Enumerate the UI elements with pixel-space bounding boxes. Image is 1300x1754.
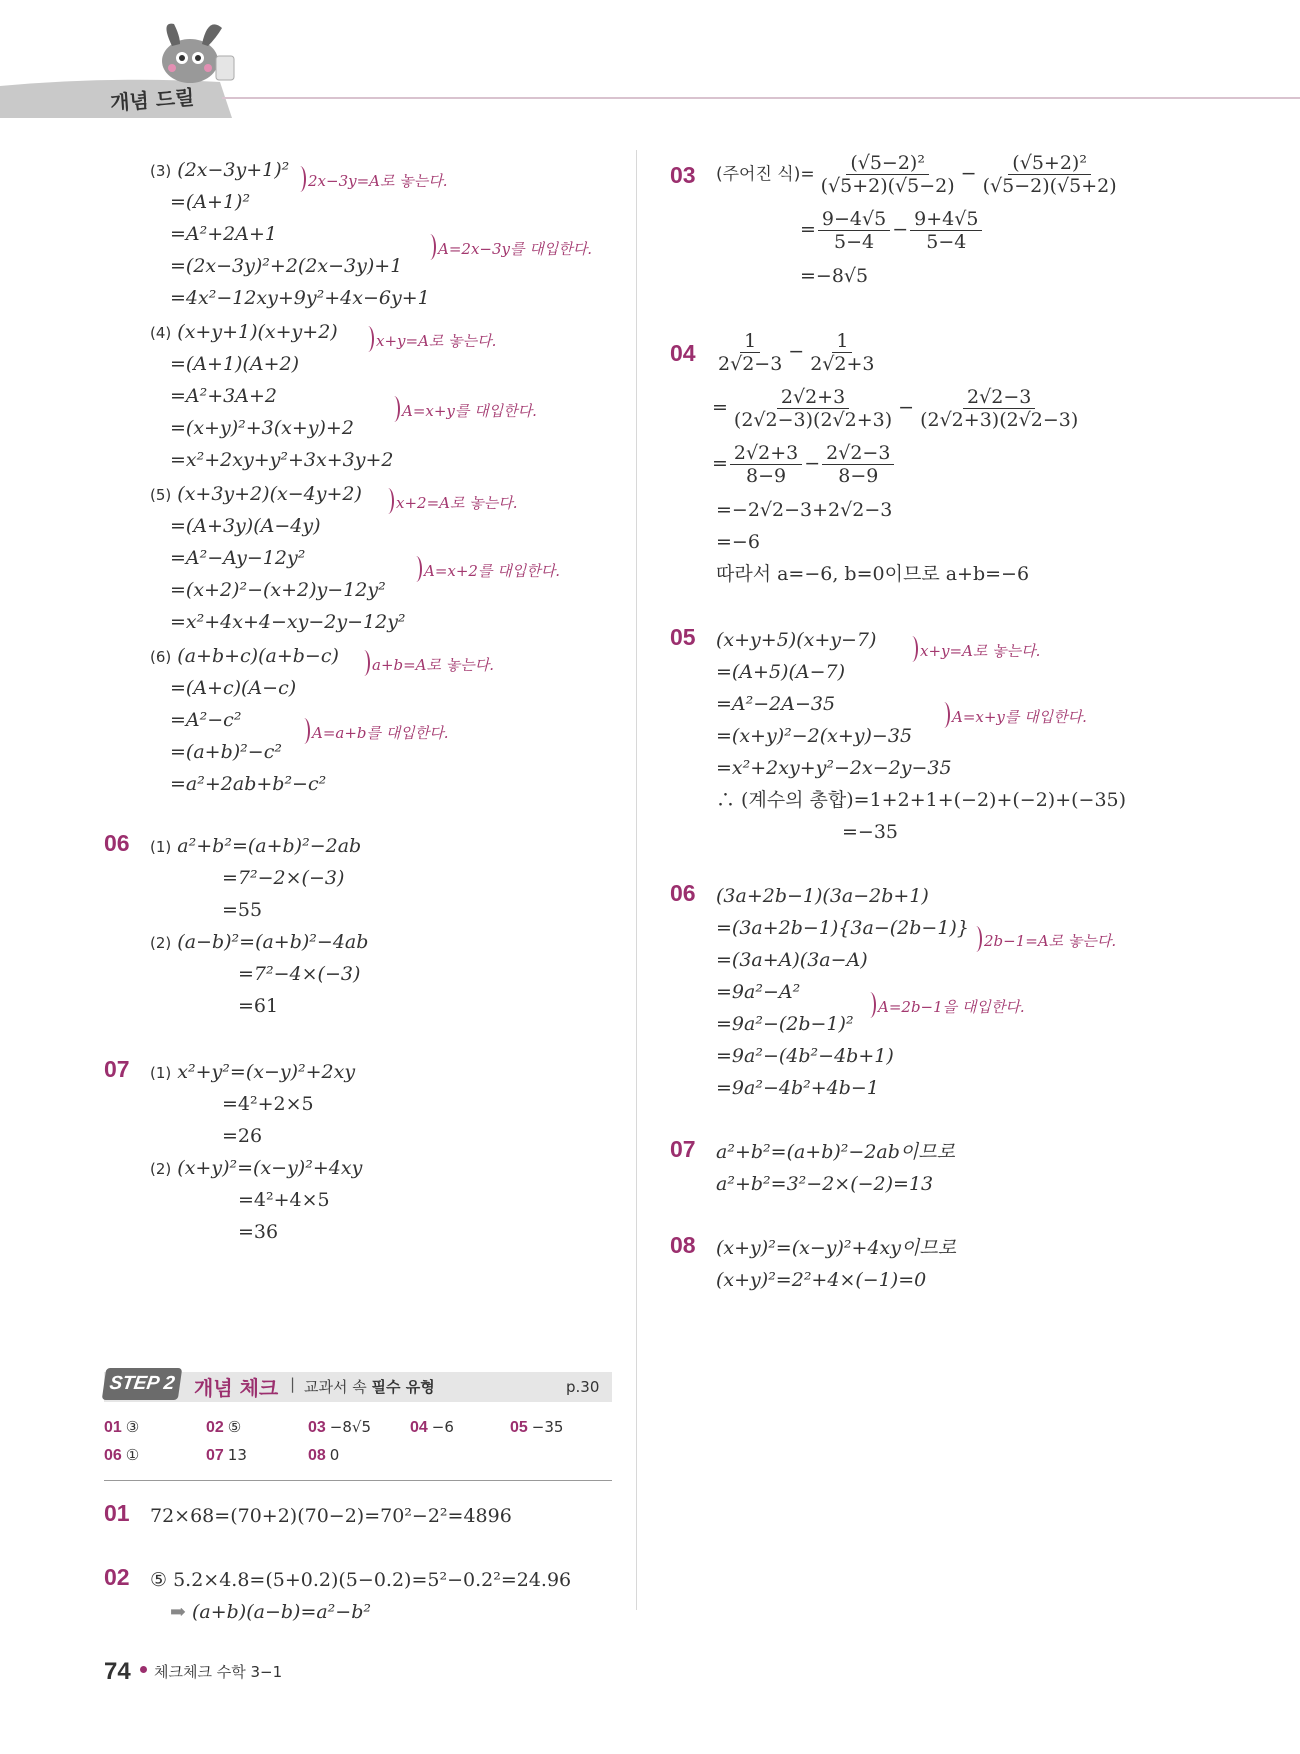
q04-line: $\frac{1}{2√2-3}$ − $\frac{1}{2√2+3}$ xyxy=(718,330,875,375)
p4-line: =(x+y)²+3(x+y)+2 xyxy=(170,417,354,439)
q05-note: A=x+y를 대입한다. xyxy=(952,708,1087,726)
p5-note: A=x+2를 대입한다. xyxy=(424,562,560,580)
q06-line: =7²−2×(−3) xyxy=(222,867,345,889)
answer-item: 02 ⑤ xyxy=(206,1418,242,1436)
question-number: 08 xyxy=(670,1232,696,1258)
q06r-line: (3a+2b−1)(3a−2b+1) xyxy=(716,885,929,907)
p4-line: =A²+3A+2 xyxy=(170,385,277,407)
question-number: 03 xyxy=(670,162,696,188)
q02-line: ⑤ 5.2×4.8=(5+0.2)(5−0.2)=5²−0.2²=24.96 xyxy=(150,1569,572,1591)
q06r-line: =9a²−4b²+4b−1 xyxy=(716,1077,879,1099)
q07-line: =36 xyxy=(238,1221,279,1243)
q05-line: (x+y+5)(x+y−7) xyxy=(716,629,877,651)
p5-line: =(x+2)²−(x+2)y−12y² xyxy=(170,579,386,601)
p4-line: =x²+2xy+y²+3x+3y+2 xyxy=(170,449,394,471)
step2-title: 개념 체크 xyxy=(194,1376,279,1400)
p6-line: =a²+2ab+b²−c² xyxy=(170,773,327,795)
q03-line: = $\frac{9-4√5}{5-4}$ − $\frac{9+4√5}{5-4}$ xyxy=(800,208,984,253)
p5-line: (5) (x+3y+2)(x−4y+2) xyxy=(150,483,362,505)
question-number: 01 xyxy=(104,1500,130,1526)
p4-line: (4) (x+y+1)(x+y+2) xyxy=(150,321,338,343)
q07r-line: a²+b²=3²−2×(−2)=13 xyxy=(716,1173,934,1195)
q06r-note: A=2b−1을 대입한다. xyxy=(878,998,1025,1016)
q06-line: =55 xyxy=(222,899,263,921)
q04-line: =−2√2−3+2√2−3 xyxy=(716,499,893,521)
q06r-line: =9a²−(4b²−4b+1) xyxy=(716,1045,894,1067)
p3-line: (3) (2x−3y+1)² xyxy=(150,159,290,181)
question-number: 07 xyxy=(104,1056,130,1082)
question-number: 07 xyxy=(670,1136,696,1162)
p6-line: =A²−c² xyxy=(170,709,242,731)
q01-line: 72×68=(70+2)(70−2)=70²−2²=4896 xyxy=(150,1505,512,1527)
answer-item: 04 −6 xyxy=(410,1418,454,1436)
q04-line: = $\frac{2√2+3}{8-9}$ − $\frac{2√2-3}{8-9}$ xyxy=(712,442,896,487)
q05-line: =x²+2xy+y²−2x−2y−35 xyxy=(716,757,952,779)
q07-line: (1) x²+y²=(x−y)²+2xy xyxy=(150,1061,356,1083)
q04-line: =−6 xyxy=(716,531,760,553)
arrow-right-icon: ➡ xyxy=(170,1601,192,1623)
q06-line: (1) a²+b²=(a+b)²−2ab xyxy=(150,835,362,857)
q02-line: ➡ (a+b)(a−b)=a²−b² xyxy=(170,1601,372,1623)
book-title: 체크체크 수학 3−1 xyxy=(154,1663,283,1681)
step2-page: p.30 xyxy=(566,1378,600,1396)
p3-line: =4x²−12xy+9y²+4x−6y+1 xyxy=(170,287,430,309)
step2-subtitle: 교과서 속 필수 유형 xyxy=(304,1378,435,1396)
p3-line: =(2x−3y)²+2(2x−3y)+1 xyxy=(170,255,403,277)
column-divider xyxy=(636,150,637,1610)
q05-line: ∴ (계수의 총합)=1+2+1+(−2)+(−2)+(−35) xyxy=(716,789,1127,811)
p6-line: (6) (a+b+c)(a+b−c) xyxy=(150,645,339,667)
q06-line: =61 xyxy=(238,995,279,1017)
answer-item: 01 ③ xyxy=(104,1418,140,1436)
answer-item: 03 −8√5 xyxy=(308,1418,372,1436)
question-number: 06 xyxy=(670,880,696,906)
q07-line: =4²+4×5 xyxy=(238,1189,330,1211)
question-number: 05 xyxy=(670,624,696,650)
p4-note: A=x+y를 대입한다. xyxy=(402,402,537,420)
q06r-line: =9a²−A² xyxy=(716,981,801,1003)
p4-note: x+y=A로 놓는다. xyxy=(376,332,496,350)
p5-line: =A²−Ay−12y² xyxy=(170,547,306,569)
question-number: 04 xyxy=(670,340,696,366)
answer-item: 06 ① xyxy=(104,1446,140,1464)
p4-line: =(A+1)(A+2) xyxy=(170,353,300,375)
q05-line: =(A+5)(A−7) xyxy=(716,661,846,683)
q04-line: 따라서 a=−6, b=0이므로 a+b=−6 xyxy=(716,563,1030,585)
answer-item: 08 0 xyxy=(308,1446,340,1464)
p3-note: A=2x−3y를 대입한다. xyxy=(438,240,592,258)
p6-line: =(A+c)(A−c) xyxy=(170,677,297,699)
bullet-icon xyxy=(140,1666,147,1673)
q08-line: (x+y)²=2²+4×(−1)=0 xyxy=(716,1269,927,1291)
q03-line: (주어진 식)= $\frac{\text{(√5−2)²}}{(√5+2)(√5-2)}$ − $\frac{\text{(√5+2)²}}{(√5-2)(√5+2)}$ xyxy=(716,152,1117,197)
p5-note: x+2=A로 놓는다. xyxy=(396,494,517,512)
q06r-line: =(3a+2b−1){3a−(2b−1)} xyxy=(716,917,969,939)
p3-note: 2x−3y=A로 놓는다. xyxy=(308,172,448,190)
header-title: 개념 드릴 xyxy=(109,85,196,115)
p5-line: =(A+3y)(A−4y) xyxy=(170,515,321,537)
answer-item: 05 −35 xyxy=(510,1418,564,1436)
question-number: 06 xyxy=(104,830,130,856)
question-number: 02 xyxy=(104,1564,130,1590)
q07-line: =4²+2×5 xyxy=(222,1093,314,1115)
q05-line: =−35 xyxy=(842,821,899,843)
q07-line: =26 xyxy=(222,1125,263,1147)
q08-line: (x+y)²=(x−y)²+4xy이므로 xyxy=(716,1237,957,1259)
q03-line: =−8√5 xyxy=(800,265,869,287)
page-number: 74 xyxy=(104,1658,131,1685)
p3-line: =(A+1)² xyxy=(170,191,251,213)
q06r-note: 2b−1=A로 놓는다. xyxy=(984,932,1116,950)
step2-badge: STEP 2 xyxy=(102,1368,182,1400)
q06r-line: =9a²−(2b−1)² xyxy=(716,1013,854,1035)
step2-separator: | xyxy=(290,1375,296,1393)
p6-line: =(a+b)²−c² xyxy=(170,741,282,763)
q06-line: =7²−4×(−3) xyxy=(238,963,361,985)
p6-note: a+b=A로 놓는다. xyxy=(372,656,494,674)
step2-divider xyxy=(104,1480,612,1481)
q07-line: (2) (x+y)²=(x−y)²+4xy xyxy=(150,1157,363,1179)
q05-line: =A²−2A−35 xyxy=(716,693,836,715)
q05-note: x+y=A로 놓는다. xyxy=(920,642,1040,660)
mascot-icon xyxy=(150,16,240,88)
p5-line: =x²+4x+4−xy−2y−12y² xyxy=(170,611,406,633)
q04-line: = $\frac{2√2+3}{(2√2-3)(2√2+3)}$ − $\frac{2√2-3}{(2√2+3)(2√2-3)}$ xyxy=(712,386,1079,431)
answer-item: 07 13 xyxy=(206,1446,247,1464)
q05-line: =(x+y)²−2(x+y)−35 xyxy=(716,725,913,747)
q07r-line: a²+b²=(a+b)²−2ab이므로 xyxy=(716,1141,955,1163)
q06-line: (2) (a−b)²=(a+b)²−4ab xyxy=(150,931,369,953)
q06r-line: =(3a+A)(3a−A) xyxy=(716,949,868,971)
p3-line: =A²+2A+1 xyxy=(170,223,277,245)
p6-note: A=a+b를 대입한다. xyxy=(312,724,449,742)
